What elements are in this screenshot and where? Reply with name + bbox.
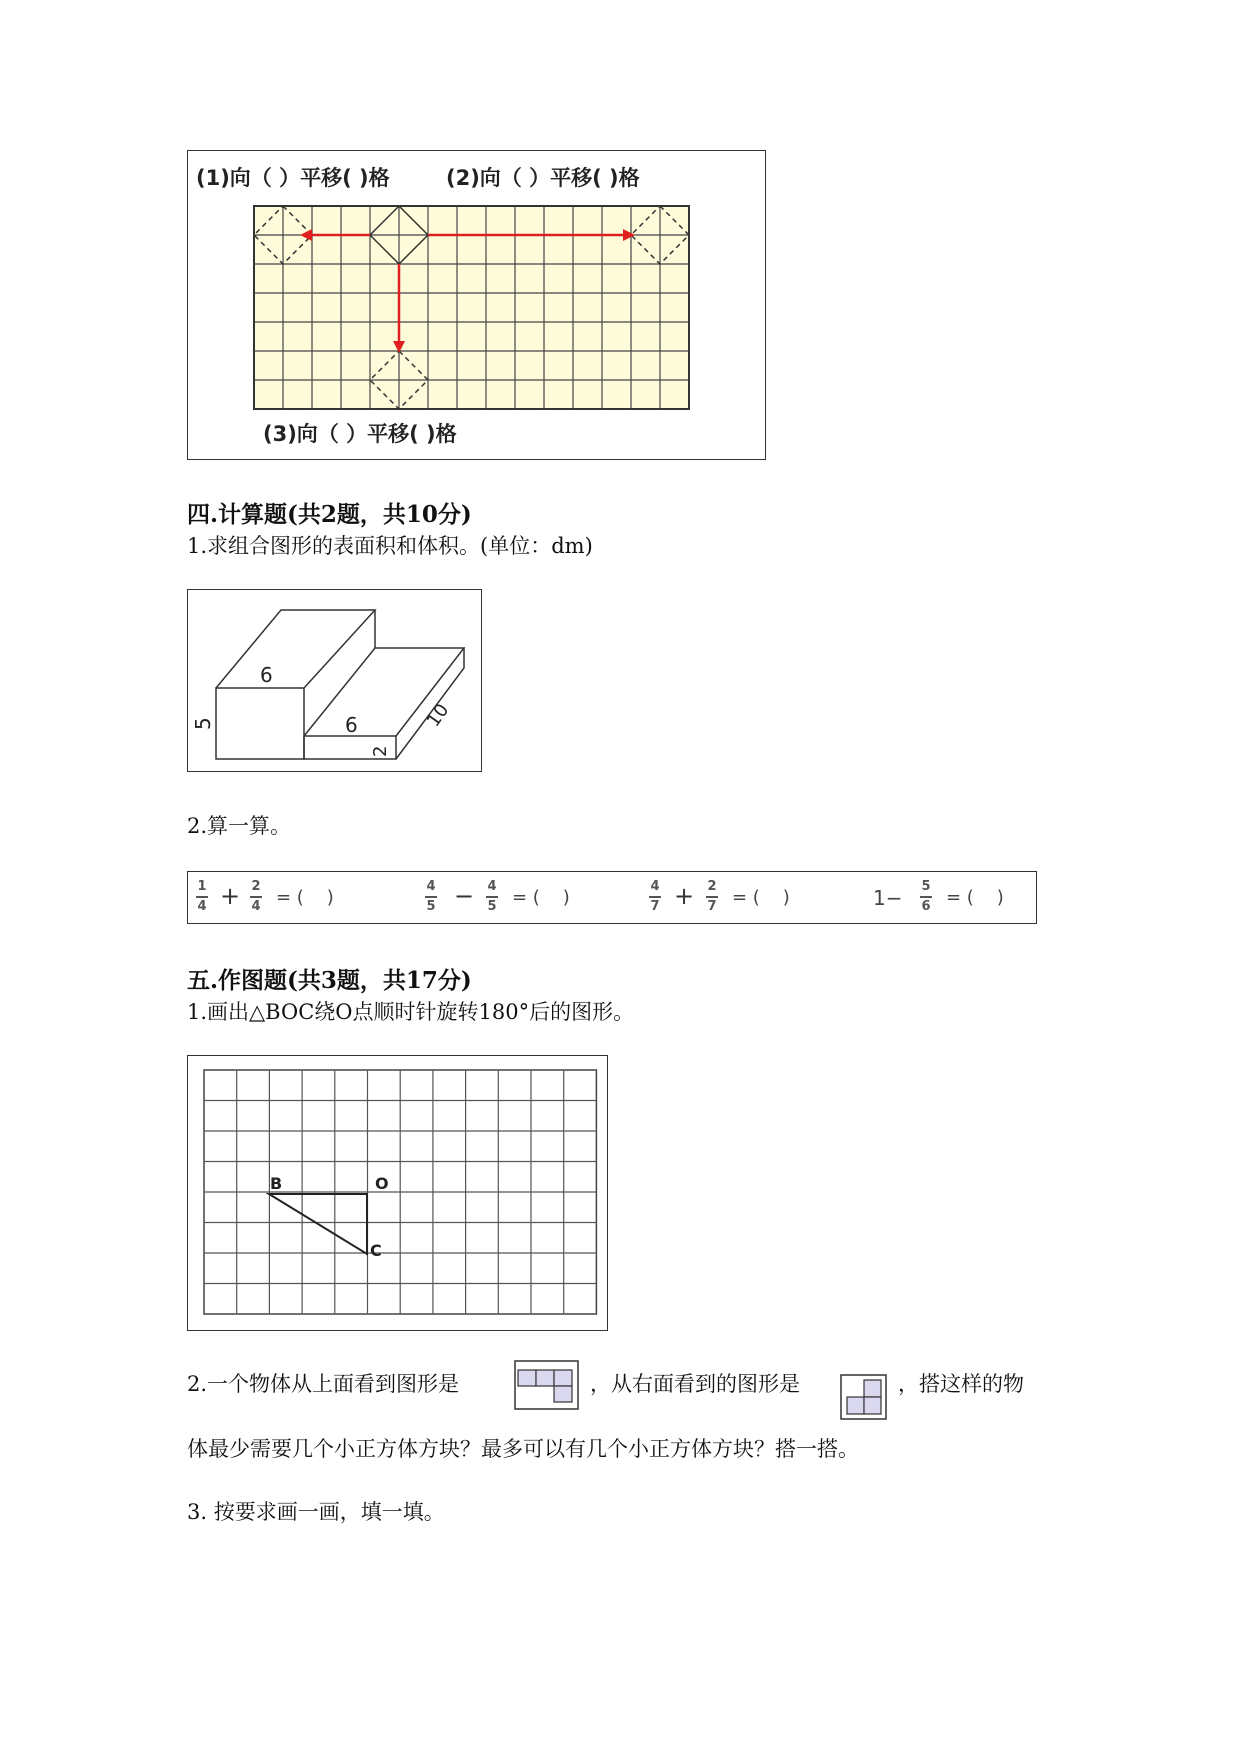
minuend: 1− [873,886,903,910]
rotation-grid-svg [188,1056,606,1329]
section4-q1-text: 1.求组合图形的表面积和体积。(单位：dm) [187,534,593,558]
section5-q2-part1: 2.一个物体从上面看到图形是 [187,1372,460,1396]
fraction: 2 7 [707,879,717,914]
section5-q3-text: 3. 按要求画一画，填一填。 [187,1500,445,1524]
rotation-grid [204,1070,596,1314]
fraction: 5 6 [921,879,931,914]
dim-step-length: 6 [345,713,358,737]
answer-blank[interactable]: = ( ) [276,887,334,908]
section5-q2-line2: 体最少需要几个小正方体方块？最多可以有几个小正方体方块？搭一搭。 [187,1437,859,1461]
operator: − [454,882,475,910]
section5-q2-part2: ，从右面看到的图形是 [590,1372,800,1396]
translation-figure [187,150,766,460]
point-label-c: C [370,1241,382,1260]
fraction: 4 7 [650,879,660,914]
dim-height: 5 [191,717,215,730]
dim-depth: 10 [422,700,454,731]
operator: + [220,882,241,910]
right-view-icon [840,1374,888,1422]
translation-label-2: (2)向（ ）平移( )格 [446,166,640,190]
translation-grid-svg [188,151,764,458]
answer-blank[interactable]: = ( ) [512,887,570,908]
section5-q2-part3: ，搭这样的物 [898,1372,1024,1396]
translation-label-1: (1)向（ ）平移( )格 [196,166,390,190]
solid-figure-svg [188,590,480,770]
operator: + [674,882,695,910]
answer-blank[interactable]: = ( ) [946,887,1004,908]
fraction: 4 5 [487,879,497,914]
section5-q1-text: 1.画出△BOC绕O点顺时针旋转180°后的图形。 [187,1000,635,1024]
fraction: 2 4 [251,879,261,914]
point-label-b: B [270,1174,283,1193]
translation-label-3: (3)向（ ）平移( )格 [263,422,457,446]
solid-figure [187,589,482,772]
point-label-o: O [375,1174,389,1193]
dim-top-length: 6 [260,663,273,687]
dim-step-height: 2 [370,745,391,757]
section4-q2-text: 2.算一算。 [187,814,292,838]
arithmetic-box [187,871,1037,924]
rotation-figure [187,1055,608,1331]
section4-heading: 四.计算题(共2题，共10分) [187,501,472,528]
section5-heading: 五.作图题(共3题，共17分) [187,967,472,994]
answer-blank[interactable]: = ( ) [732,887,790,908]
fraction: 4 5 [426,879,436,914]
fraction: 1 4 [197,879,207,914]
top-view-icon [514,1360,580,1412]
